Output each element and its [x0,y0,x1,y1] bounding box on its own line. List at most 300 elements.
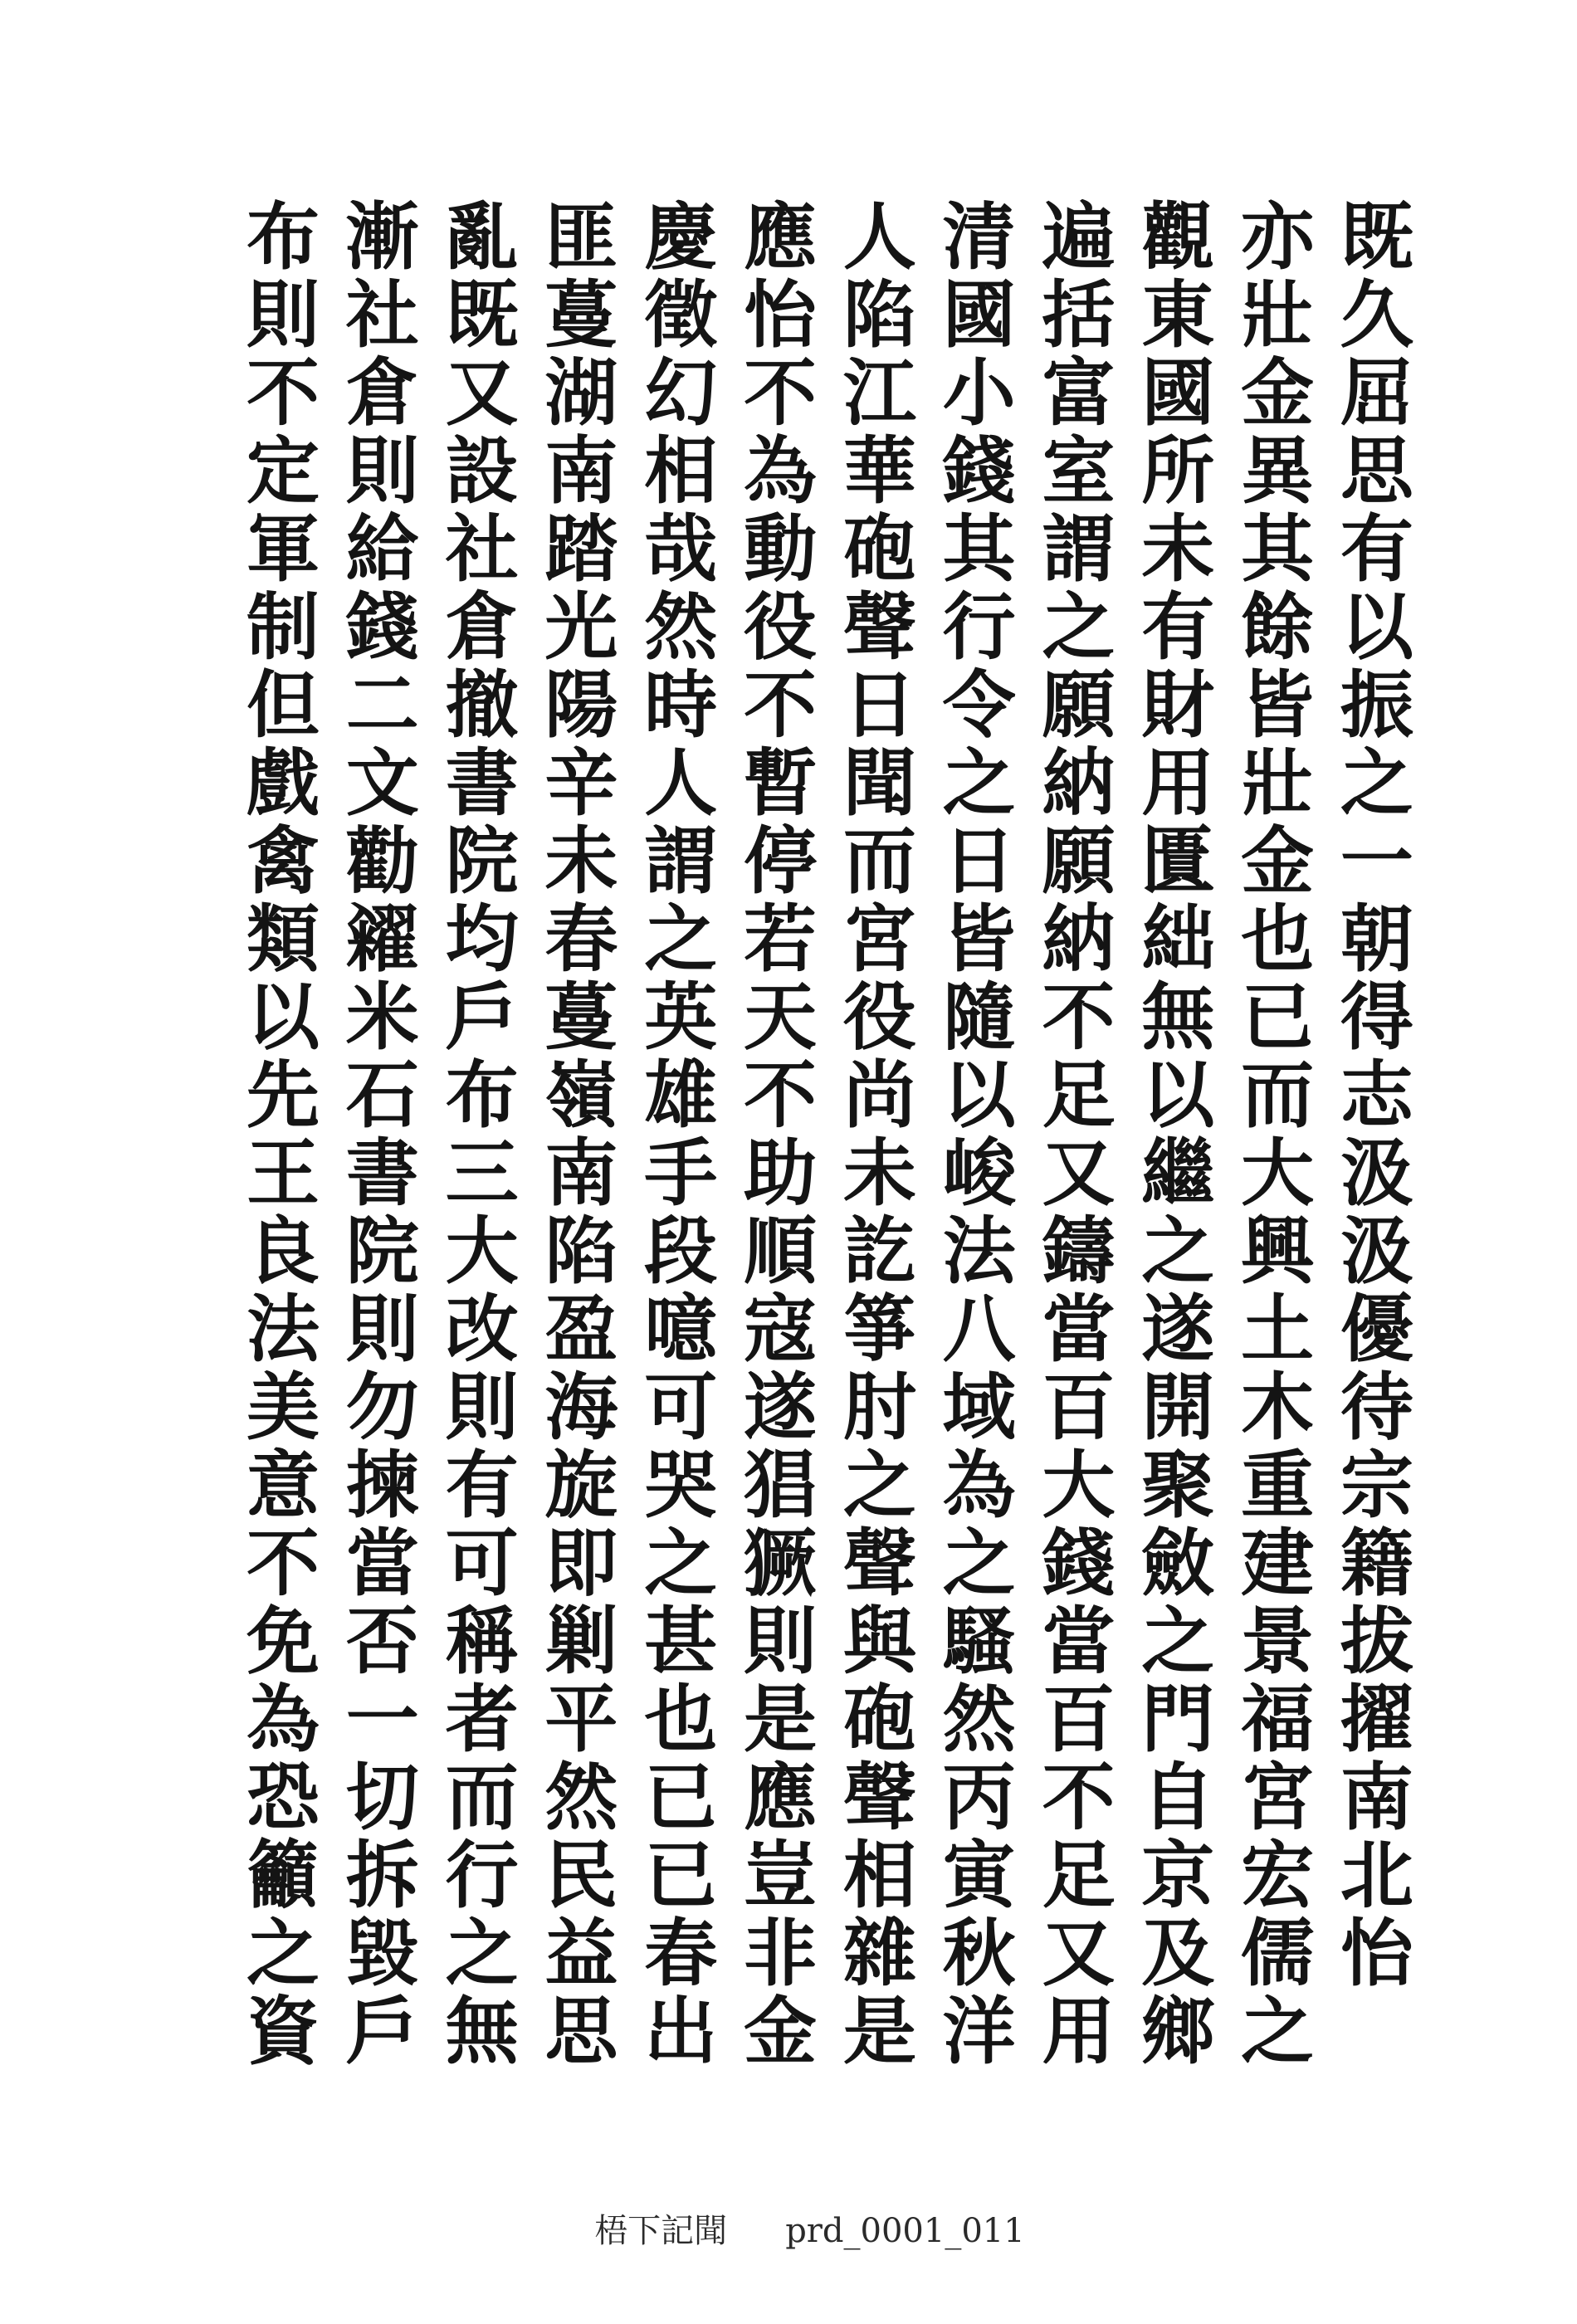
character: 尚 [842,1052,916,1138]
character: 可 [644,1364,718,1450]
character: 土 [1241,1286,1315,1372]
character: 可 [445,1520,519,1606]
character: 南 [544,427,618,514]
character: 則 [744,1598,818,1684]
character: 謂 [1042,505,1116,592]
character: 停 [744,818,818,904]
character: 宏 [1241,1832,1315,1918]
character: 無 [445,1988,519,2074]
character: 砲 [842,1676,916,1762]
character: 未 [842,1130,916,1216]
character: 以 [942,1052,1016,1138]
character: 人 [644,740,718,826]
text-column [340,193,425,2074]
character: 汲 [1340,1130,1413,1216]
character: 行 [942,583,1016,670]
character: 及 [1141,1910,1215,1996]
character: 之 [445,1910,519,1996]
character: 民 [544,1832,618,1918]
character: 觀 [1141,193,1215,280]
character: 開 [1141,1364,1215,1450]
character: 財 [1141,662,1215,748]
character: 與 [842,1598,916,1684]
page-footer [0,2166,1577,2290]
character: 益 [544,1910,618,1996]
character: 之 [246,1910,320,1996]
character: 軍 [246,505,320,592]
character: 陽 [544,662,618,748]
character: 役 [842,974,916,1060]
character: 否 [345,1598,419,1684]
character: 噫 [644,1286,718,1372]
character: 得 [1340,974,1413,1060]
character: 幻 [644,349,718,436]
character: 改 [445,1286,519,1372]
character: 定 [246,427,320,514]
character: 訖 [842,1208,916,1294]
character: 秋 [942,1910,1016,1996]
character: 之 [1340,740,1413,826]
character: 擢 [1340,1676,1413,1762]
character: 景 [1241,1598,1315,1684]
character: 以 [246,974,320,1060]
character: 相 [842,1832,916,1918]
character: 怡 [1340,1910,1413,1996]
character: 湖 [544,349,618,436]
character: 宮 [842,896,916,982]
page-identifier: prd_0001_011 [785,2212,1025,2250]
character: 未 [1141,505,1215,592]
character: 丙 [942,1754,1016,1840]
character: 金 [1241,818,1315,904]
character: 社 [445,505,519,592]
character: 陷 [842,271,916,358]
character: 蔓 [544,974,618,1060]
character: 二 [345,662,419,748]
character: 給 [345,505,419,592]
character: 金 [1241,349,1315,436]
character: 陷 [544,1208,618,1294]
character: 用 [1141,740,1215,826]
character: 嶺 [544,1052,618,1138]
character: 然 [644,583,718,670]
character: 蔓 [544,271,618,358]
character: 既 [1340,193,1413,280]
character: 大 [1042,1442,1116,1528]
character: 當 [1042,1598,1116,1684]
character: 餘 [1241,583,1315,670]
character: 天 [744,974,818,1060]
character: 意 [246,1442,320,1528]
character: 又 [1042,1130,1116,1216]
character: 壯 [1241,740,1315,826]
character: 之 [942,1520,1016,1606]
character: 院 [445,818,519,904]
character: 哭 [644,1442,718,1528]
character: 久 [1340,271,1413,358]
character: 遂 [744,1364,818,1450]
character: 待 [1340,1364,1413,1450]
character: 匱 [1141,818,1215,904]
character: 之 [942,740,1016,826]
character: 已 [1241,974,1315,1060]
character: 者 [445,1676,519,1762]
text-column [440,193,525,2074]
character: 聚 [1141,1442,1215,1528]
character: 稱 [445,1598,519,1684]
character: 志 [1340,1052,1413,1138]
character: 興 [1241,1208,1315,1294]
character: 宮 [1241,1754,1315,1840]
character: 雄 [644,1052,718,1138]
character: 文 [345,740,419,826]
character: 良 [246,1208,320,1294]
character: 謂 [644,818,718,904]
character: 當 [345,1520,419,1606]
character: 已 [644,1832,718,1918]
character: 大 [445,1208,519,1294]
character: 盈 [544,1286,618,1372]
character: 門 [1141,1676,1215,1762]
character: 錢 [942,427,1016,514]
character: 其 [942,505,1016,592]
character: 相 [644,427,718,514]
character: 手 [644,1130,718,1216]
character: 米 [345,974,419,1060]
character: 書 [345,1130,419,1216]
character: 八 [942,1286,1016,1372]
character: 之 [644,896,718,982]
character: 清 [942,193,1016,280]
character: 應 [744,1754,818,1840]
character: 一 [345,1676,419,1762]
book-title: 梧下記聞 [594,2212,728,2250]
character: 所 [1141,427,1215,514]
character: 是 [744,1676,818,1762]
character: 漸 [345,193,419,280]
text-column [638,193,723,2074]
character: 法 [246,1286,320,1372]
character: 怡 [744,271,818,358]
text-column [1235,193,1320,2074]
character: 以 [1340,583,1413,670]
character: 然 [942,1676,1016,1762]
character: 行 [445,1832,519,1918]
character: 段 [644,1208,718,1294]
character: 然 [544,1754,618,1840]
character: 洋 [942,1988,1016,2074]
character: 則 [345,427,419,514]
character: 小 [942,349,1016,436]
character: 壯 [1241,271,1315,358]
character: 日 [842,662,916,748]
character: 出 [644,1988,718,2074]
character: 撤 [445,662,519,748]
character: 而 [1241,1052,1315,1138]
character: 北 [1340,1832,1413,1918]
character: 禽 [246,818,320,904]
character: 遍 [1042,193,1116,280]
character: 不 [744,349,818,436]
character: 國 [942,271,1016,358]
character: 助 [744,1130,818,1216]
character: 猖 [744,1442,818,1528]
character: 為 [744,427,818,514]
character: 寅 [942,1832,1016,1918]
character: 布 [445,1052,519,1138]
character: 一 [1340,818,1413,904]
character: 無 [1141,974,1215,1060]
character: 為 [942,1442,1016,1528]
character: 不 [246,349,320,436]
character: 思 [544,1988,618,2074]
character: 有 [445,1442,519,1528]
character: 不 [744,1052,818,1138]
character: 恐 [246,1754,320,1840]
character: 又 [445,349,519,436]
character: 建 [1241,1520,1315,1606]
character: 足 [1042,1832,1116,1918]
character: 勿 [345,1364,419,1450]
character: 又 [1042,1910,1116,1996]
character: 徵 [644,271,718,358]
character: 已 [644,1754,718,1840]
manuscript-text-block [241,193,1419,2074]
character: 應 [744,193,818,280]
character: 肘 [842,1364,916,1450]
character: 當 [1042,1286,1116,1372]
character: 日 [942,818,1016,904]
character: 豈 [744,1832,818,1918]
character: 絀 [1141,896,1215,982]
character: 福 [1241,1676,1315,1762]
character: 朝 [1340,896,1413,982]
character: 平 [544,1676,618,1762]
character: 而 [445,1754,519,1840]
character: 海 [544,1364,618,1450]
character: 院 [345,1208,419,1294]
character: 振 [1340,662,1413,748]
character: 美 [246,1364,320,1450]
character: 役 [744,583,818,670]
character: 免 [246,1598,320,1684]
text-column [1037,193,1121,2074]
character: 書 [445,740,519,826]
character: 戶 [345,1988,419,2074]
text-column [241,193,325,2074]
character: 儒 [1241,1910,1315,1996]
character: 華 [842,427,916,514]
character: 納 [1042,896,1116,982]
character: 既 [445,271,519,358]
character: 三 [445,1130,519,1216]
character: 用 [1042,1988,1116,2074]
character: 聲 [842,1754,916,1840]
character: 之 [1141,1598,1215,1684]
character: 辛 [544,740,618,826]
character: 域 [942,1364,1016,1450]
character: 慶 [644,193,718,280]
character: 切 [345,1754,419,1840]
character: 資 [246,1988,320,2074]
character: 先 [246,1052,320,1138]
character: 法 [942,1208,1016,1294]
character: 斂 [1141,1520,1215,1606]
character: 東 [1141,271,1215,358]
character: 為 [246,1676,320,1762]
character: 不 [1042,974,1116,1060]
character: 有 [1340,505,1413,592]
character: 若 [744,896,818,982]
character: 即 [544,1520,618,1606]
character: 人 [842,193,916,280]
character: 布 [246,193,320,280]
character: 重 [1241,1442,1315,1528]
character: 砲 [842,505,916,592]
character: 江 [842,349,916,436]
character: 糴 [345,896,419,982]
character: 社 [345,271,419,358]
character: 之 [842,1442,916,1528]
character: 願 [1042,818,1116,904]
character: 寇 [744,1286,818,1372]
character: 屈 [1340,349,1413,436]
character: 未 [544,818,618,904]
character: 暫 [744,740,818,826]
text-column [738,193,823,2074]
character: 石 [345,1052,419,1138]
character: 皆 [942,896,1016,982]
character: 錢 [345,583,419,670]
character: 春 [544,896,618,982]
character: 王 [246,1130,320,1216]
character: 百 [1042,1676,1116,1762]
character: 納 [1042,740,1116,826]
character: 之 [1241,1988,1315,2074]
character: 則 [345,1286,419,1372]
character: 木 [1241,1364,1315,1450]
character: 倉 [445,583,519,670]
character: 鑄 [1042,1208,1116,1294]
character: 南 [544,1130,618,1216]
character: 戲 [246,740,320,826]
character: 匪 [544,193,618,280]
character: 括 [1042,271,1116,358]
text-column [1335,193,1419,1996]
character: 非 [744,1910,818,1996]
character: 之 [644,1520,718,1606]
character: 足 [1042,1052,1116,1138]
character: 室 [1042,427,1116,514]
character: 也 [1241,896,1315,982]
character: 哉 [644,505,718,592]
character: 則 [246,271,320,358]
character: 不 [744,662,818,748]
character: 亦 [1241,193,1315,280]
character: 時 [644,662,718,748]
character: 是 [842,1988,916,2074]
character: 類 [246,896,320,982]
text-column [837,193,922,2074]
character: 國 [1141,349,1215,436]
character: 富 [1042,349,1116,436]
character: 而 [842,818,916,904]
character: 英 [644,974,718,1060]
character: 籍 [1340,1520,1413,1606]
character: 願 [1042,662,1116,748]
character: 動 [744,505,818,592]
character: 不 [1042,1754,1116,1840]
character: 自 [1141,1754,1215,1840]
character: 鄉 [1141,1988,1215,2074]
character: 汲 [1340,1208,1413,1294]
character: 勸 [345,818,419,904]
character: 其 [1241,505,1315,592]
character: 皆 [1241,662,1315,748]
character: 以 [1141,1052,1215,1138]
character: 宗 [1340,1442,1413,1528]
character: 光 [544,583,618,670]
character: 籲 [246,1832,320,1918]
character: 百 [1042,1364,1116,1450]
character: 大 [1241,1130,1315,1216]
character: 之 [1042,583,1116,670]
character: 亂 [445,193,519,280]
character: 繼 [1141,1130,1215,1216]
character: 峻 [942,1130,1016,1216]
character: 隨 [942,974,1016,1060]
character: 箏 [842,1286,916,1372]
text-column [539,193,623,2074]
text-column [937,193,1022,2074]
character: 毀 [345,1910,419,1996]
character: 剿 [544,1598,618,1684]
character: 也 [644,1676,718,1762]
character: 踏 [544,505,618,592]
character: 有 [1141,583,1215,670]
character: 錢 [1042,1520,1116,1606]
character: 騷 [942,1598,1016,1684]
character: 異 [1241,427,1315,514]
character: 聲 [842,583,916,670]
character: 但 [246,662,320,748]
character: 優 [1340,1286,1413,1372]
character: 不 [246,1520,320,1606]
character: 京 [1141,1832,1215,1918]
text-column [1135,193,1220,2074]
character: 雜 [842,1910,916,1996]
character: 金 [744,1988,818,2074]
character: 旋 [544,1442,618,1528]
character: 順 [744,1208,818,1294]
character: 令 [942,662,1016,748]
character: 揀 [345,1442,419,1528]
character: 之 [1141,1208,1215,1294]
character: 甚 [644,1598,718,1684]
character: 拔 [1340,1598,1413,1684]
character: 聲 [842,1520,916,1606]
character: 戶 [445,974,519,1060]
character: 拆 [345,1832,419,1918]
character: 春 [644,1910,718,1996]
character: 南 [1340,1754,1413,1840]
character: 思 [1340,427,1413,514]
character: 均 [445,896,519,982]
character: 制 [246,583,320,670]
character: 獗 [744,1520,818,1606]
character: 聞 [842,740,916,826]
character: 倉 [345,349,419,436]
